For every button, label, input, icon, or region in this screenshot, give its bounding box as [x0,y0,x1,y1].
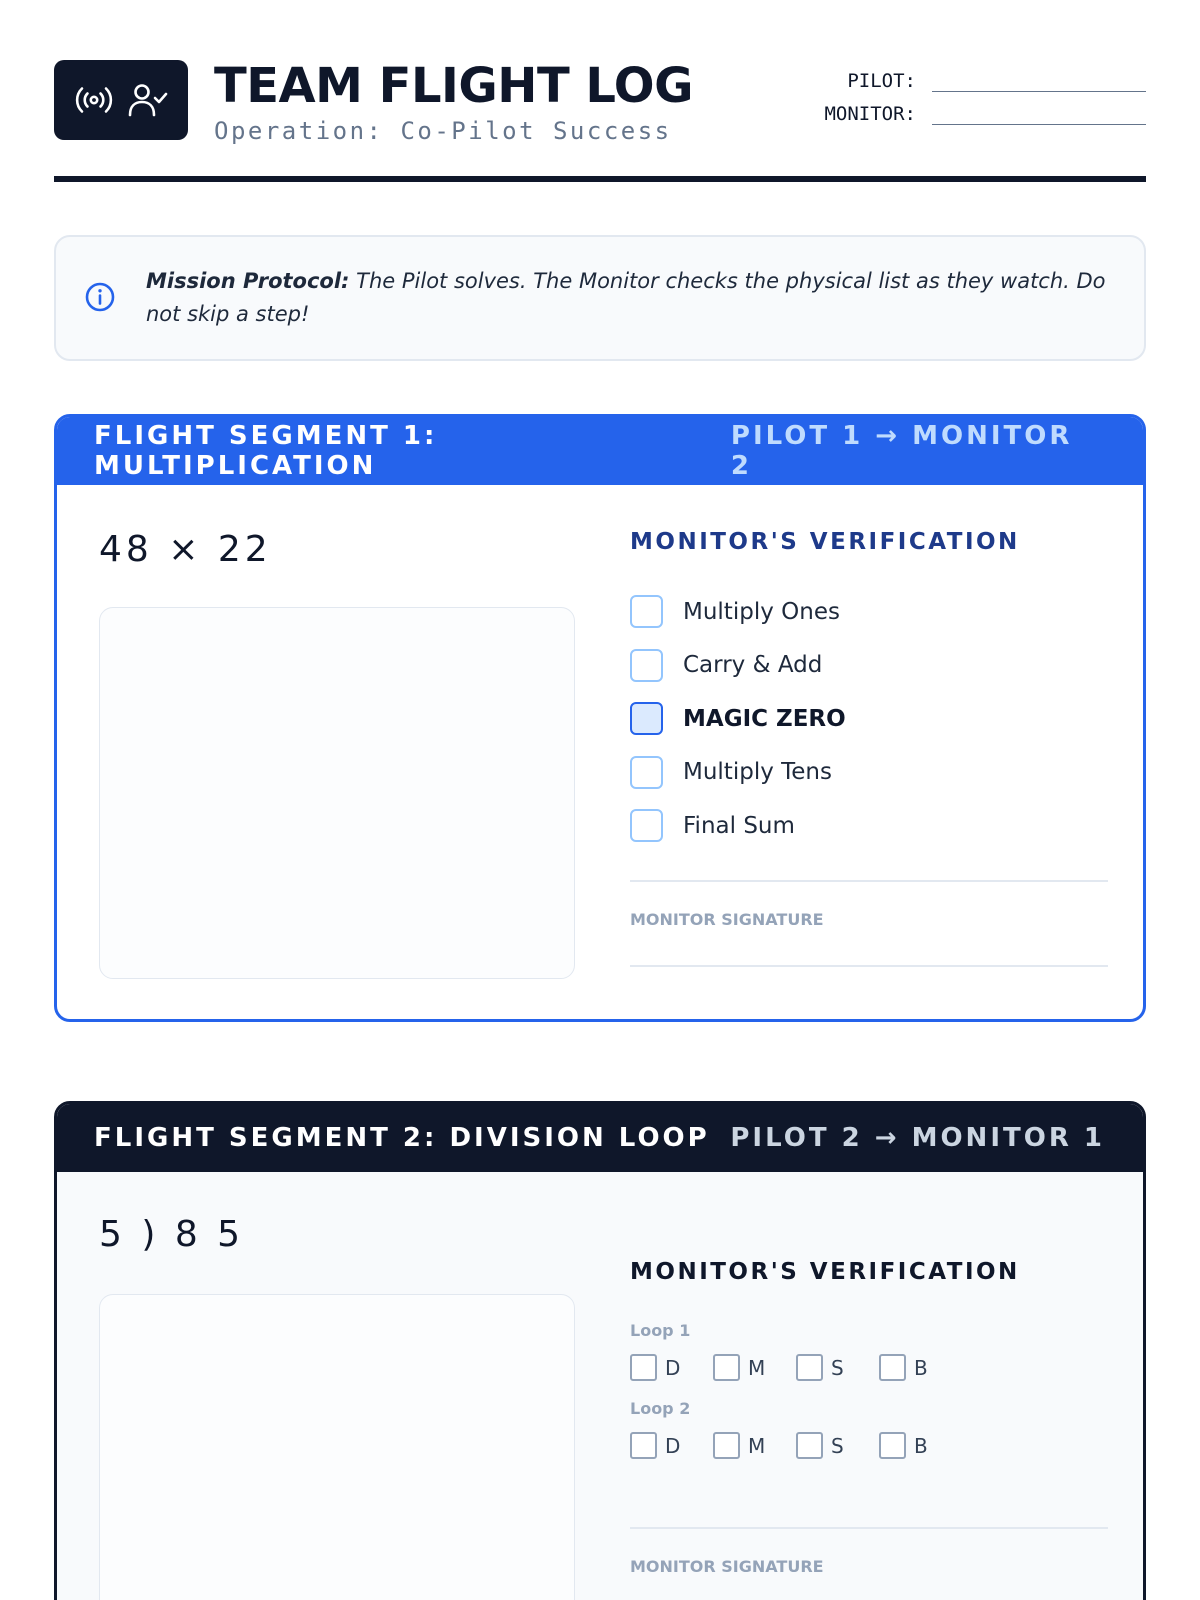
step-label: D [665,1433,681,1458]
checklist-item[interactable] [630,585,1108,639]
pilot-field [792,70,1146,92]
segment-1-signature-line[interactable] [630,965,1108,967]
step-label: D [665,1355,681,1380]
step-label: M [748,1355,766,1380]
step-label: S [831,1355,844,1380]
flight-segment-2 [54,1101,1146,1600]
segment-2-problem: 5 ) 8 5 [99,1214,245,1255]
checkbox[interactable] [630,595,663,628]
checklist-label: Multiply Ones [683,598,840,625]
protocol-lead: Mission Protocol: [146,269,350,293]
flight-segment-1 [54,414,1146,1022]
divider [630,880,1108,882]
checklist-label: Final Sum [683,812,795,839]
checklist-item[interactable] [630,799,1108,853]
loop-1-label: Loop 1 [630,1321,691,1340]
logo [54,60,188,140]
step-check[interactable] [879,1354,940,1381]
segment-1-work-area[interactable] [99,607,575,979]
step-check[interactable] [879,1432,940,1459]
step-check[interactable] [713,1354,774,1381]
step-label: S [831,1433,844,1458]
loop-1-steps [630,1354,1108,1381]
step-check[interactable] [713,1432,774,1459]
info-icon [84,281,116,313]
page-header [54,60,1146,182]
segment-1-verification-title: MONITOR'S VERIFICATION [630,529,1020,555]
checkbox[interactable] [713,1432,740,1459]
checklist-label: Carry & Add [683,652,823,679]
segment-2-verification [630,1259,1108,1576]
loop-2-label: Loop 2 [630,1399,691,1418]
protocol-text [146,265,1126,331]
segment-1-roles: PILOT 1 → MONITOR 2 [730,421,1073,481]
segment-2-work-area[interactable] [99,1294,575,1600]
step-check[interactable] [796,1432,857,1459]
broadcast-icon [74,84,114,116]
checkbox[interactable] [630,809,663,842]
checkbox[interactable] [796,1432,823,1459]
step-check[interactable] [796,1354,857,1381]
checklist-label: MAGIC ZERO [683,705,846,732]
segment-2-signature-label: MONITOR SIGNATURE [630,1557,824,1576]
step-label: B [914,1355,928,1380]
checkbox[interactable] [879,1432,906,1459]
segment-1-checklist [630,585,1108,853]
checklist-item[interactable] [630,692,1108,746]
user-check-icon [128,82,168,118]
step-label: M [748,1433,766,1458]
protocol-body: The Pilot solves. The Monitor checks the physical list as they watch. Do not skip a step! [146,269,1106,326]
checkbox[interactable] [796,1354,823,1381]
checkbox[interactable] [879,1354,906,1381]
monitor-label: MONITOR: [824,103,916,125]
page-subtitle: Operation: Co-Pilot Success [214,117,672,145]
page-title: TEAM FLIGHT LOG [214,58,693,114]
step-label: B [914,1433,928,1458]
segment-2-verification-title: MONITOR'S VERIFICATION [630,1259,1020,1285]
checkbox[interactable] [630,1354,657,1381]
checkbox[interactable] [630,649,663,682]
checkbox[interactable] [713,1354,740,1381]
segment-1-header [57,417,1143,485]
segment-2-header [57,1104,1143,1172]
monitor-name-line[interactable] [932,103,1146,125]
segment-1-signature-label: MONITOR SIGNATURE [630,909,824,929]
segment-2-roles: PILOT 2 → MONITOR 1 [730,1123,1105,1153]
step-check[interactable] [630,1432,691,1459]
checkbox[interactable] [630,1432,657,1459]
checklist-item[interactable] [630,639,1108,693]
pilot-label: PILOT: [847,70,916,92]
loop-2-steps [630,1432,1108,1459]
checklist-item[interactable] [630,746,1108,800]
checkbox-highlighted[interactable] [630,702,663,735]
monitor-field [792,103,1146,125]
segment-1-title: FLIGHT SEGMENT 1: MULTIPLICATION [94,421,438,481]
step-check[interactable] [630,1354,691,1381]
divider [630,1527,1108,1529]
checkbox[interactable] [630,756,663,789]
protocol-notice [54,235,1146,361]
segment-2-title: FLIGHT SEGMENT 2: DIVISION LOOP [94,1123,710,1153]
segment-1-problem: 48 × 22 [99,529,272,570]
checklist-label: Multiply Tens [683,759,832,786]
segment-1-verification [630,529,1108,967]
pilot-name-line[interactable] [932,70,1146,92]
